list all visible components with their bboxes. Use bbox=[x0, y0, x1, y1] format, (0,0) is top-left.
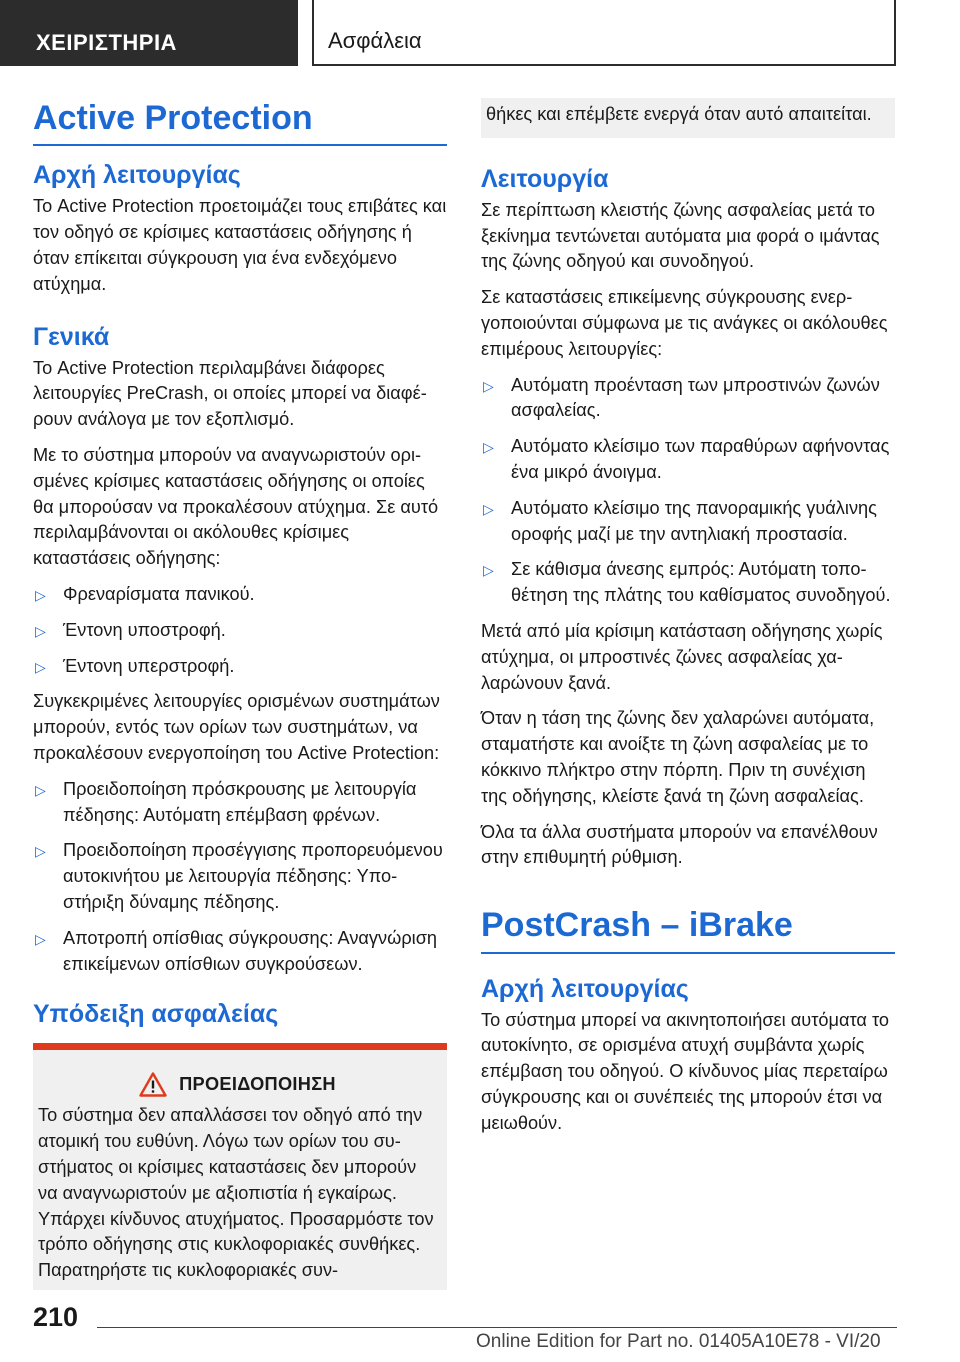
right-column bbox=[481, 100, 895, 1147]
heading-principle: Αρχή λειτουργίας bbox=[33, 161, 241, 190]
title-active-protection: Active Protection bbox=[33, 100, 447, 146]
heading-principle-2: Αρχή λειτουργίας bbox=[481, 974, 689, 1003]
warning-title: ΠΡΟΕΙΔΟΠΟΙΗΣΗ bbox=[179, 1074, 336, 1095]
paragraph-general-1: Το Active Protection περιλαμβάνει διάφορες λειτουργίες PreCrash, οι οποίες μπορεί να διαφέρουν ανάλογα με τον εξοπλισμό. bbox=[33, 357, 427, 430]
paragraph-principle-2: Το σύστημα μπορεί να ακινητοποιήσει αυτόματα το αυτοκίνητο, σε ορισμένα ατυχή συμβάντα χωρίς επέμβαση του οδηγού. Ο κίνδυνος μίας περεταίρω σύγκρουσης και οι συνέπειές της μπορούν έτσι να μειωθούν. bbox=[481, 1009, 890, 1133]
list-item: ▷ Έντονη υποστροφή. bbox=[33, 618, 447, 644]
triangle-bullet-icon: ▷ bbox=[483, 562, 494, 579]
paragraph-principle: Το Active Protection προετοιμάζει τους επιβάτες και τον οδηγό σε κρίσιμες καταστάσεις οδήγησης ή όταν επίκειται σύγκρουση για ένα ενδεχόμενο ατύχημα. bbox=[33, 196, 447, 294]
triangle-bullet-icon: ▷ bbox=[35, 930, 46, 947]
warning-box bbox=[33, 1043, 447, 1290]
footer-edition: Online Edition for Part no. 01405A10E78 - VI/20 bbox=[476, 1331, 881, 1352]
list-item: ▷ Αυτόματη προένταση των μπροστινών ζωνών ασφαλείας. bbox=[483, 374, 880, 421]
list-critical-situations bbox=[33, 582, 447, 679]
page-number: 210 bbox=[33, 1302, 79, 1332]
list-item: ▷ Προειδοποίηση πρόσκρουσης με λειτουργία πέδησης: Αυτόματη επέμβαση φρένων. bbox=[35, 778, 417, 825]
triangle-bullet-icon: ▷ bbox=[483, 439, 494, 456]
warning-box-continued bbox=[481, 98, 895, 138]
list-trigger-functions bbox=[33, 777, 447, 978]
list-item: ▷ Σε κάθισμα άνεσης εμπρός: Αυτόματη τοποθέτηση της πλάτης του καθίσματος συνοδηγού. bbox=[483, 559, 891, 606]
paragraph-function-4: Όταν η τάση της ζώνης δεν χαλαρώνει αυτόματα, σταματήστε και ανοίξτε τη ζώνη ασφαλείας με το κόκκινο πλήκτρο στην πόρπη. Πριν τη συνέχιση της οδήγησης, κλείστε ξανά τη ζώνη ασφαλείας. bbox=[481, 708, 875, 806]
warning-triangle-icon bbox=[139, 1072, 167, 1097]
paragraph-function-1: Σε περίπτωση κλειστής ζώνης ασφαλείας μετά το ξεκίνημα τεντώνεται αυτόματα μια φορά ο ιμάντας της ζώνης οδηγού και συνοδηγού. bbox=[481, 199, 880, 272]
left-column bbox=[33, 100, 447, 1290]
list-item: ▷ Αποτροπή οπίσθιας σύγκρουσης: Αναγνώριση επικείμενων οπίσθιων συγκρούσεων. bbox=[35, 927, 438, 974]
heading-general: Γενικά bbox=[33, 322, 110, 351]
page-header bbox=[0, 0, 960, 66]
section-title: Ασφάλεια bbox=[312, 0, 896, 66]
triangle-bullet-icon: ▷ bbox=[35, 658, 46, 675]
list-item: ▷ Αυτόματο κλείσιμο των παραθύρων αφήνοντας ένα μικρό άνοιγμα. bbox=[483, 436, 890, 482]
warning-header bbox=[38, 1072, 437, 1097]
triangle-bullet-icon: ▷ bbox=[483, 500, 494, 517]
paragraph-function-3: Μετά από μία κρίσιμη κατάσταση οδήγησης χωρίς ατύχημα, οι μπροστινές ζώνες ασφαλείας χαλαρώνουν ξανά. bbox=[481, 620, 883, 693]
paragraph-general-3: Συγκεκριμένες λειτουργίες ορισμένων συστημάτων μπορούν, εντός των ορίων των συστημάτων, να προκαλέσουν ενεργοποίηση του Active Protection: bbox=[33, 691, 440, 763]
paragraph-general-2: Με το σύστημα μπορούν να αναγνωριστούν ορισμένες κρίσιμες καταστάσεις οδήγησης οι οποίες θα μπορούσαν να προκαλέσουν ατύχημα. Σε αυτό περιλαμβάνονται οι ακόλουθες κρίσιμες καταστάσεις οδήγησης: bbox=[33, 444, 439, 569]
warning-text: Το σύστημα δεν απαλλάσσει τον οδηγό από την ατομική του ευθύνη. Λόγω των ορίων του συστήματος οι κρίσιμες καταστάσεις δεν μπορούν να αναγνωριστούν με αξιοπιστία ή εγκαίρως. Υπάρχει κίνδυνος ατυχήματος. Προσαρμόστε τον τρόπο οδήγησης στις κυκλοφοριακές συνθήκες. Παρατηρήστε τις κυκλοφοριακές συν- bbox=[38, 1105, 434, 1281]
list-item: ▷ Αυτόματο κλείσιμο της πανοραμικής γυάλινης οροφής μαζί με την αντηλιακή προστασία. bbox=[483, 497, 877, 544]
triangle-bullet-icon: ▷ bbox=[35, 586, 46, 603]
heading-function: Λειτουργία bbox=[481, 164, 609, 193]
title-postcrash-ibrake: PostCrash – iBrake bbox=[481, 907, 895, 953]
list-precrash-functions bbox=[481, 373, 895, 609]
paragraph-function-5: Όλα τα άλλα συστήματα μπορούν να επανέλθουν στην επιθυμητή ρύθμιση. bbox=[481, 821, 878, 868]
chapter-tab: ΧΕΙΡΙΣΤΗΡΙΑ bbox=[0, 0, 298, 66]
list-item: ▷ Προειδοποίηση προσέγγισης προπορευόμενου αυτοκινήτου με λειτουργία πέδησης: Υποστήριξη δύναμης πέδησης. bbox=[35, 840, 443, 912]
triangle-bullet-icon: ▷ bbox=[35, 781, 46, 798]
heading-safety-note: Υπόδειξη ασφαλείας bbox=[33, 1000, 279, 1029]
triangle-bullet-icon: ▷ bbox=[35, 843, 46, 860]
warning-text-continued: θήκες και επέμβετε ενεργά όταν αυτό απαιτείται. bbox=[486, 104, 872, 124]
list-item: ▷ Έντονη υπερστροφή. bbox=[33, 654, 447, 680]
triangle-bullet-icon: ▷ bbox=[483, 377, 494, 394]
footer-divider bbox=[97, 1327, 897, 1328]
triangle-bullet-icon: ▷ bbox=[35, 622, 46, 639]
paragraph-function-2: Σε καταστάσεις επικείμενης σύγκρουσης ενεργοποιούνται σύμφωνα με τις ανάγκες οι ακόλουθες επιμέρους λειτουργίες: bbox=[481, 287, 888, 359]
list-item: ▷ Φρεναρίσματα πανικού. bbox=[33, 582, 447, 608]
